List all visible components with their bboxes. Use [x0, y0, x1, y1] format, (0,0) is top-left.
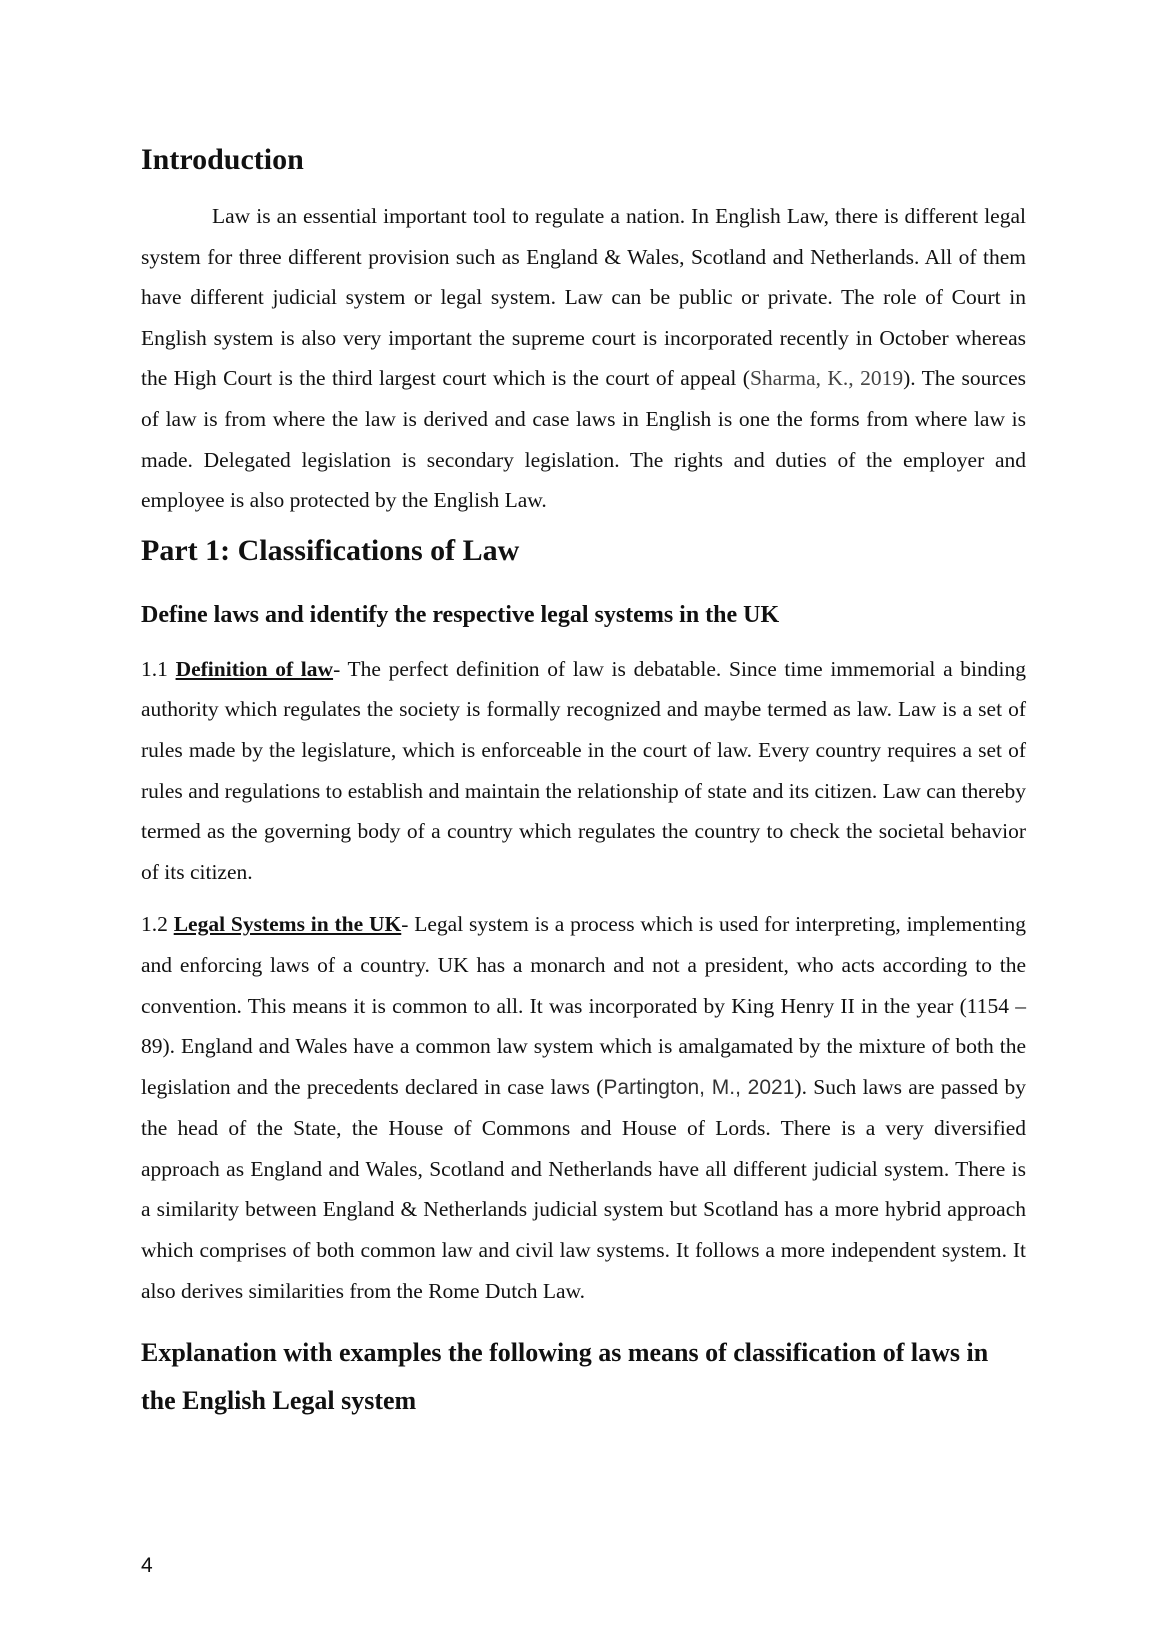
page-content [141, 136, 1026, 1425]
part1-heading: Part 1: Classifications of Law [141, 533, 520, 567]
section-heading-define-laws: Define laws and identify the respective legal systems in the UK [141, 601, 780, 628]
introduction-paragraph [141, 196, 1026, 521]
paragraph-definition-of-law [141, 649, 1026, 893]
legal-systems-text-part2: ). Such laws are passed by the head of the State, the House of Commons and House of Lords. There is a very diversified approach as England and Wales, Scotland and Netherlands have all different judicial system. There is a similarity between England & Netherlands judicial system but Scotland has a more hybrid approach which comprises of both common law and civil law systems. It follows a more independent system. It also derives similarities from the Rome Dutch Law. [141, 1074, 1026, 1303]
term-legal-systems-uk: Legal Systems in the UK [173, 912, 402, 937]
page-number: 4 [141, 1554, 153, 1577]
definition-text: - The perfect definition of law is debatable. Since time immemorial a binding authority which regulates the society is formally recognized and maybe termed as law. Law is a set of rules made by the legislature, which is enforceable in the court of law. Every country requires a set of rules and regulations to establish and maintain the relationship of state and its citizen. Law can thereby termed as the governing body of a country which regulates the country to check the societal behavior of its citizen. [141, 656, 1027, 884]
intro-text-part2: ). The sources of law is from where the law is derived and case laws in English is one the forms from where law is made. Delegated legislation is secondary legislation. The rights and duties of the employer and employee is also protected by the English Law. [141, 366, 1027, 513]
intro-text-part1: Law is an essential important tool to regulate a nation. In English Law, there is different legal system for three different provision such as England & Wales, Scotland and Netherlands. All of them have different judicial system or legal system. Law can be public or private. The role of Court in English system is also very important the supreme court is incorporated recently in October whereas the High Court is the third largest court which is the court of appeal ( [141, 204, 1026, 391]
legal-systems-citation: Partington, M., 2021 [603, 1075, 795, 1099]
intro-citation: Sharma, K., 2019 [749, 366, 904, 391]
introduction-heading: Introduction [141, 143, 304, 176]
explanation-heading: Explanation with examples the following as means of classification of laws in the English Legal system [141, 1338, 989, 1416]
item-number: 1.2 [141, 912, 168, 937]
legal-systems-text-part1: - Legal system is a process which is used for interpreting, implementing and enforcing laws of a country. UK has a monarch and not a president, who acts according to the convention. This means it is common to all. It was incorporated by King Henry II in the year (1154 – 89). England and Wales have a common law system which is amalgamated by the mixture of both the legislation and the precedents declared in case laws ( [141, 912, 1027, 1099]
paragraph-legal-systems-uk [141, 904, 1026, 1311]
item-number: 1.1 [141, 656, 168, 681]
term-definition-of-law: Definition of law [175, 656, 334, 681]
